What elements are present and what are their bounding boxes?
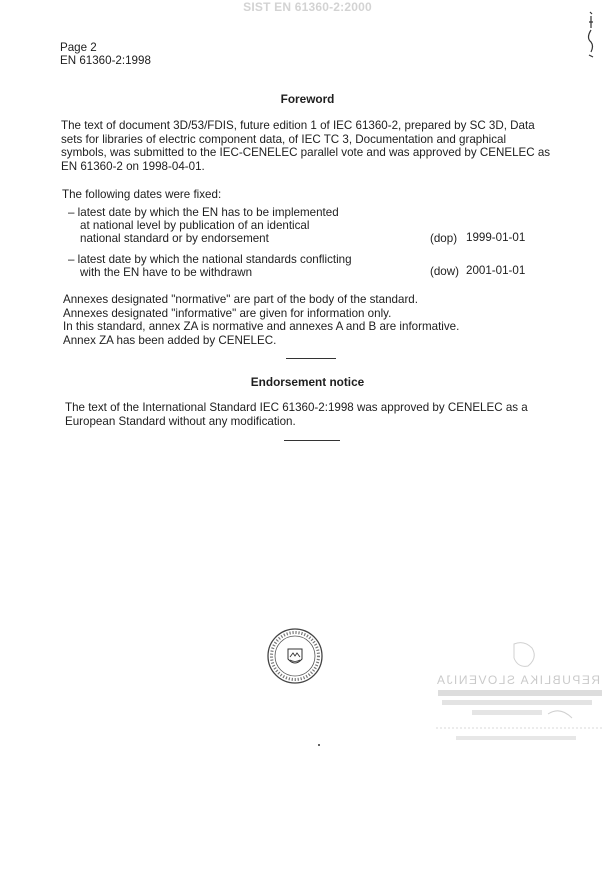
foreword-line: EN 61360-2 on 1998-04-01. (61, 159, 205, 173)
endorsement-heading: Endorsement notice (250, 375, 365, 389)
endorsement-line: European Standard without any modification. (65, 414, 296, 428)
document-id: EN 61360-2:1998 (60, 54, 151, 67)
rubber-stamp (432, 640, 608, 752)
date-item-line: at national level by publication of an identical (80, 218, 310, 232)
section-divider (286, 358, 336, 359)
watermark: SIST EN 61360-2:2000 (243, 0, 372, 14)
page-number: Page 2 (60, 41, 97, 54)
date-item-line: – latest date by which the EN has to be implemented (68, 206, 339, 219)
foreword-paragraph (61, 119, 550, 173)
annex-line: Annexes designated "normative" are part of the body of the standard. (63, 293, 418, 306)
date-item-line: – latest date by which the national standards conflicting (68, 253, 352, 266)
date-item-dop (68, 207, 339, 245)
endorsement-line: The text of the International Standard IEC 61360-2:1998 was approved by CENELEC as a (65, 401, 528, 414)
foreword-line: The text of document 3D/53/FDIS, future edition 1 of IEC 61360-2, prepared by SC 3D, Data (61, 119, 535, 132)
speck (318, 744, 320, 746)
foreword-heading: Foreword (280, 92, 335, 106)
handwritten-mark (580, 8, 602, 60)
foreword-line: symbols, was submitted to the IEC-CENELEC parallel vote and was approved by CENELEC as (61, 146, 551, 159)
annex-line: Annexes designated "informative" are given for information only. (63, 306, 392, 320)
foreword-line: sets for libraries of electric component data, of IEC TC 3, Documentation and graphical (61, 132, 507, 146)
endorsement-paragraph (65, 401, 528, 428)
annex-paragraph (63, 293, 459, 347)
end-divider (284, 440, 340, 441)
dow-date: 2001-01-01 (466, 264, 526, 277)
date-item-dow (68, 254, 352, 280)
svg-text:REPUBLIKA SLOVENIJA: REPUBLIKA SLOVENIJA (435, 673, 600, 687)
date-item-line: with the EN have to be withdrawn (80, 265, 253, 279)
dates-intro: The following dates were fixed: (62, 188, 222, 201)
dop-code: (dop) (430, 232, 458, 245)
dow-code: (dow) (430, 265, 459, 278)
official-seal (266, 627, 324, 685)
annex-line: Annex ZA has been added by CENELEC. (63, 333, 277, 347)
date-item-line: national standard or by endorsement (80, 231, 269, 245)
annex-line: In this standard, annex ZA is normative and annexes A and B are informative. (63, 320, 460, 333)
dop-date: 1999-01-01 (466, 231, 526, 244)
